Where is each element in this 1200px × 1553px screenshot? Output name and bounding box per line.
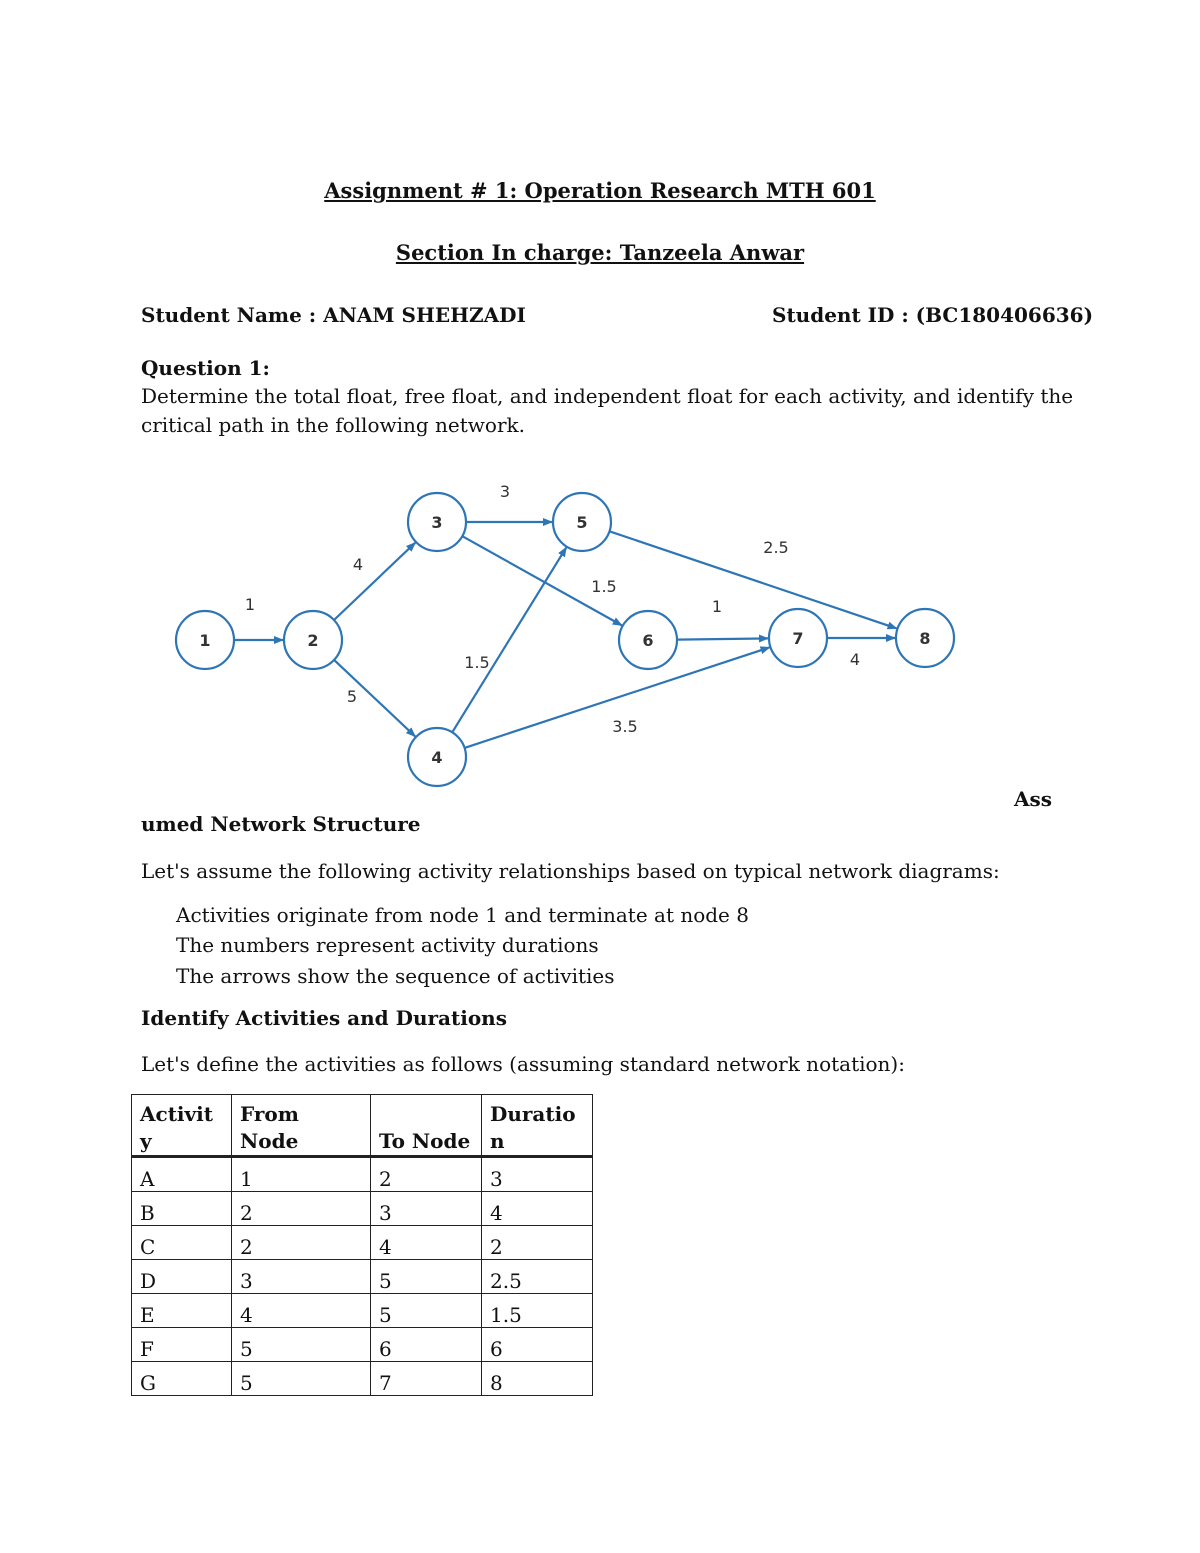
edge-label-2-4: 5 bbox=[346, 687, 358, 706]
student-name: Student Name : ANAM SHEHZADI bbox=[141, 303, 526, 327]
table-cell: 5 bbox=[371, 1294, 482, 1328]
network-node-label: 5 bbox=[576, 513, 588, 532]
table-cell: 2.5 bbox=[482, 1260, 593, 1294]
table-cell: 2 bbox=[482, 1226, 593, 1260]
network-edge-6-7 bbox=[677, 638, 768, 639]
network-node-label: 1 bbox=[199, 631, 211, 650]
table-cell: 2 bbox=[371, 1157, 482, 1192]
network-node-label: 8 bbox=[919, 629, 931, 648]
table-cell: 6 bbox=[482, 1328, 593, 1362]
table-cell: 5 bbox=[232, 1328, 371, 1362]
edge-label-6-7: 1 bbox=[711, 597, 723, 616]
network-node-label: 2 bbox=[307, 631, 319, 650]
section-in-charge: Section In charge: Tanzeela Anwar bbox=[395, 240, 805, 265]
edge-label-2-3: 4 bbox=[352, 555, 364, 574]
table-cell: 2 bbox=[232, 1192, 371, 1226]
table-cell: B bbox=[132, 1192, 232, 1226]
header-to-node: To Node bbox=[371, 1095, 482, 1157]
network-node-label: 4 bbox=[431, 748, 443, 767]
table-cell: C bbox=[132, 1226, 232, 1260]
table-cell: 1.5 bbox=[482, 1294, 593, 1328]
activities-heading: Identify Activities and Durations bbox=[141, 1006, 507, 1030]
header-activity: Activit y bbox=[132, 1095, 232, 1157]
network-edge-4-5 bbox=[452, 548, 566, 733]
edge-label-3-5: 3 bbox=[499, 482, 511, 501]
network-diagram bbox=[0, 470, 1200, 790]
question-line-2: critical path in the following network. bbox=[141, 413, 526, 437]
table-row bbox=[132, 1328, 593, 1362]
table-row bbox=[132, 1294, 593, 1328]
question-heading: Question 1: bbox=[141, 356, 270, 380]
table-cell: F bbox=[132, 1328, 232, 1362]
table-cell: 1 bbox=[232, 1157, 371, 1192]
edge-label-4-7: 3.5 bbox=[612, 717, 638, 736]
table-row bbox=[132, 1192, 593, 1226]
table-cell: 4 bbox=[371, 1226, 482, 1260]
student-id: Student ID : (BC180406636) bbox=[772, 303, 1094, 327]
table-cell: 8 bbox=[482, 1362, 593, 1396]
list-item: The arrows show the sequence of activities bbox=[176, 964, 615, 988]
table-row bbox=[132, 1226, 593, 1260]
activities-table bbox=[131, 1094, 593, 1396]
table-cell: 4 bbox=[232, 1294, 371, 1328]
table-header-row bbox=[132, 1095, 593, 1157]
table-cell: 3 bbox=[482, 1157, 593, 1192]
header-duration: Duratio n bbox=[482, 1095, 593, 1157]
table-cell: 4 bbox=[482, 1192, 593, 1226]
table-row bbox=[132, 1260, 593, 1294]
table-cell: 6 bbox=[371, 1328, 482, 1362]
edge-label-3-6: 1.5 bbox=[591, 577, 617, 596]
question-line-1: Determine the total float, free float, and independent float for each activity, and identify the bbox=[141, 384, 1074, 408]
table-row bbox=[132, 1157, 593, 1192]
edge-label-1-2: 1 bbox=[244, 595, 256, 614]
edge-label-4-5: 1.5 bbox=[464, 653, 490, 672]
document-title: Assignment # 1: Operation Research MTH 601 bbox=[324, 178, 876, 203]
table-cell: 7 bbox=[371, 1362, 482, 1396]
list-item: Activities originate from node 1 and terminate at node 8 bbox=[176, 903, 749, 927]
network-node-label: 6 bbox=[642, 631, 654, 650]
network-node-label: 7 bbox=[792, 629, 804, 648]
table-cell: E bbox=[132, 1294, 232, 1328]
edge-label-5-8: 2.5 bbox=[763, 538, 789, 557]
table-cell: G bbox=[132, 1362, 232, 1396]
assumed-network-intro: Let's assume the following activity relationships based on typical network diagrams: bbox=[141, 859, 1000, 883]
assumed-network-heading: umed Network Structure bbox=[141, 812, 421, 836]
table-cell: A bbox=[132, 1157, 232, 1192]
table-cell: 5 bbox=[371, 1260, 482, 1294]
table-cell: 3 bbox=[232, 1260, 371, 1294]
edge-label-7-8: 4 bbox=[849, 650, 861, 669]
network-node-label: 3 bbox=[431, 513, 443, 532]
table-cell: 3 bbox=[371, 1192, 482, 1226]
activities-intro: Let's define the activities as follows (assuming standard network notation): bbox=[141, 1052, 905, 1076]
network-edge-2-3 bbox=[334, 543, 415, 620]
ass-fragment: Ass bbox=[1014, 787, 1053, 811]
header-from-node: From Node bbox=[232, 1095, 371, 1157]
table-cell: 2 bbox=[232, 1226, 371, 1260]
table-cell: D bbox=[132, 1260, 232, 1294]
table-row bbox=[132, 1362, 593, 1396]
table-cell: 5 bbox=[232, 1362, 371, 1396]
list-item: The numbers represent activity durations bbox=[176, 933, 599, 957]
